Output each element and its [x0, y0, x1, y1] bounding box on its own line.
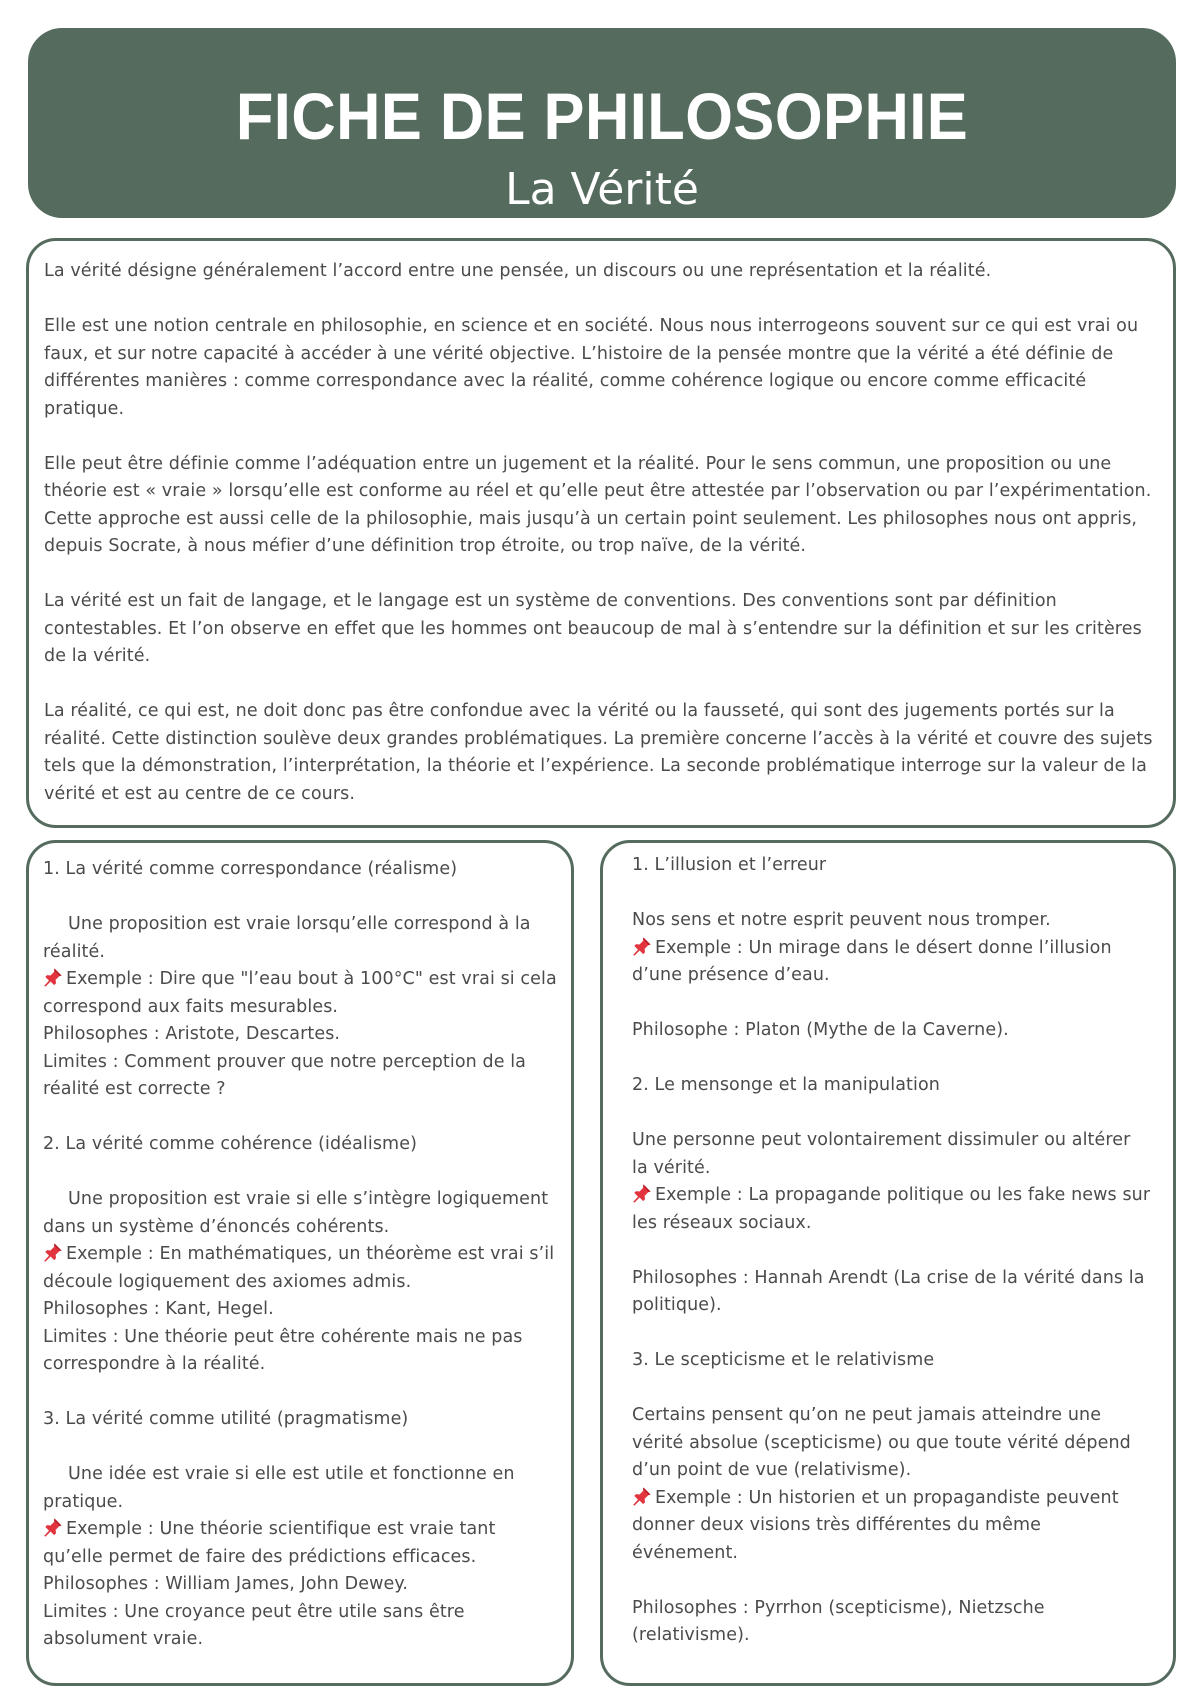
intro-text	[44, 258, 1155, 808]
right-column-text	[632, 852, 1151, 1650]
pushpin-icon	[43, 967, 63, 987]
pushpin-icon	[632, 936, 652, 956]
page-subtitle: La Vérité	[505, 164, 699, 215]
section-example	[43, 966, 557, 1021]
example-text: Exemple : Un mirage dans le désert donne l’illusion d’une présence d’eau.	[632, 937, 1112, 985]
section-heading: 1. L’illusion et l’erreur	[632, 855, 827, 875]
left-column-text	[43, 856, 557, 1654]
section-heading: 1. La vérité comme correspondance (réalisme)	[43, 859, 458, 879]
section-definition: Une personne peut volontairement dissimuler ou altérer la vérité.	[632, 1130, 1131, 1178]
section-example	[632, 935, 1151, 990]
example-text: Exemple : Dire que "l’eau bout à 100°C" est vrai si cela correspond aux faits mesurables.	[43, 969, 557, 1017]
pushpin-icon	[632, 1183, 652, 1203]
example-text: Exemple : Un historien et un propagandiste peuvent donner deux visions très différentes du même événement.	[632, 1487, 1119, 1563]
intro-paragraph: Elle est une notion centrale en philosophie, en science et en société. Nous nous interrogeons souvent sur ce qui est vrai ou faux, et sur notre capacité à accéder à une vérité objective. L’histoire de la pensée montre que la vérité a été définie de différentes manières : comme correspondance avec la réalité, comme cohérence logique ou encore comme efficacité pratique.	[44, 316, 1139, 419]
intro-paragraph: La vérité désigne généralement l’accord entre une pensée, un discours ou une représentation et la réalité.	[44, 261, 992, 281]
section-heading: 2. Le mensonge et la manipulation	[632, 1075, 940, 1095]
section-limits: Limites : Une croyance peut être utile sans être absolument vraie.	[43, 1601, 465, 1649]
pushpin-icon	[632, 1486, 652, 1506]
section-heading: 3. La vérité comme utilité (pragmatisme)	[43, 1409, 409, 1429]
intro-box	[26, 238, 1176, 828]
page-title: FICHE DE PHILOSOPHIE	[235, 79, 969, 153]
example-text: Exemple : La propagande politique ou les fake news sur les réseaux sociaux.	[632, 1185, 1151, 1233]
section-example	[632, 1182, 1151, 1237]
section-philosophers: Philosophes : Hannah Arendt (La crise de la vérité dans la politique).	[632, 1267, 1145, 1315]
intro-paragraph: La vérité est un fait de langage, et le langage est un système de conventions. Des conventions sont par définition contestables. Et l’on observe en effet que les hommes ont beaucoup de mal à s’entendre sur la définition et sur les critères de la vérité.	[44, 591, 1142, 666]
example-text: Exemple : Une théorie scientifique est vraie tant qu’elle permet de faire des prédictions efficaces.	[43, 1519, 496, 1567]
intro-paragraph: La réalité, ce qui est, ne doit donc pas être confondue avec la vérité ou la fausseté, qui sont des jugements portés sur la réalité. Cette distinction soulève deux grandes problématiques. La première concerne l’accès à la vérité et couvre des sujets tels que la démonstration, l’interprétation, la théorie et l’expérience. La seconde problématique interroge sur la valeur de la vérité et est au centre de ce cours.	[44, 701, 1153, 804]
section-heading: 2. La vérité comme cohérence (idéalisme)	[43, 1134, 417, 1154]
section-definition: Une idée est vraie si elle est utile et fonctionne en pratique.	[43, 1464, 515, 1512]
section-limits: Limites : Comment prouver que notre perception de la réalité est correcte ?	[43, 1051, 527, 1099]
section-limits: Limites : Une théorie peut être cohérente mais ne pas correspondre à la réalité.	[43, 1326, 523, 1374]
section-philosophers: Philosophes : Pyrrhon (scepticisme), Nietzsche (relativisme).	[632, 1597, 1045, 1645]
section-definition: Une proposition est vraie si elle s’intègre logiquement dans un système d’énoncés cohérents.	[43, 1189, 549, 1237]
section-example	[43, 1241, 557, 1296]
intro-paragraph: Elle peut être définie comme l’adéquation entre un jugement et la réalité. Pour le sens commun, une proposition ou une théorie est « vraie » lorsqu’elle est conforme au réel et qu’elle peut être attestée par l’observation ou par l’expérimentation. Cette approche est aussi celle de la philosophie, mais jusqu’à un certain point seulement. Les philosophes nous ont appris, depuis Socrate, à nous méfier d’une définition trop étroite, ou trop naïve, de la vérité.	[44, 453, 1152, 556]
pushpin-icon	[43, 1517, 63, 1537]
section-philosophers: Philosophe : Platon (Mythe de la Caverne).	[632, 1020, 1009, 1040]
example-text: Exemple : En mathématiques, un théorème est vrai s’il découle logiquement des axiomes admis.	[43, 1244, 555, 1292]
section-definition: Certains pensent qu’on ne peut jamais atteindre une vérité absolue (scepticisme) ou que toute vérité dépend d’un point de vue (relativisme).	[632, 1405, 1131, 1480]
section-example	[632, 1485, 1151, 1568]
section-philosophers: Philosophes : Aristote, Descartes.	[43, 1024, 341, 1044]
section-example	[43, 1516, 557, 1571]
section-definition: Une proposition est vraie lorsqu’elle correspond à la réalité.	[43, 914, 531, 962]
section-philosophers: Philosophes : William James, John Dewey.	[43, 1574, 409, 1594]
section-heading: 3. Le scepticisme et le relativisme	[632, 1350, 935, 1370]
section-definition: Nos sens et notre esprit peuvent nous tromper.	[632, 910, 1051, 930]
right-column-box	[600, 840, 1176, 1686]
left-column-box	[26, 840, 574, 1686]
page-header	[28, 28, 1176, 218]
section-philosophers: Philosophes : Kant, Hegel.	[43, 1299, 274, 1319]
pushpin-icon	[43, 1242, 63, 1262]
